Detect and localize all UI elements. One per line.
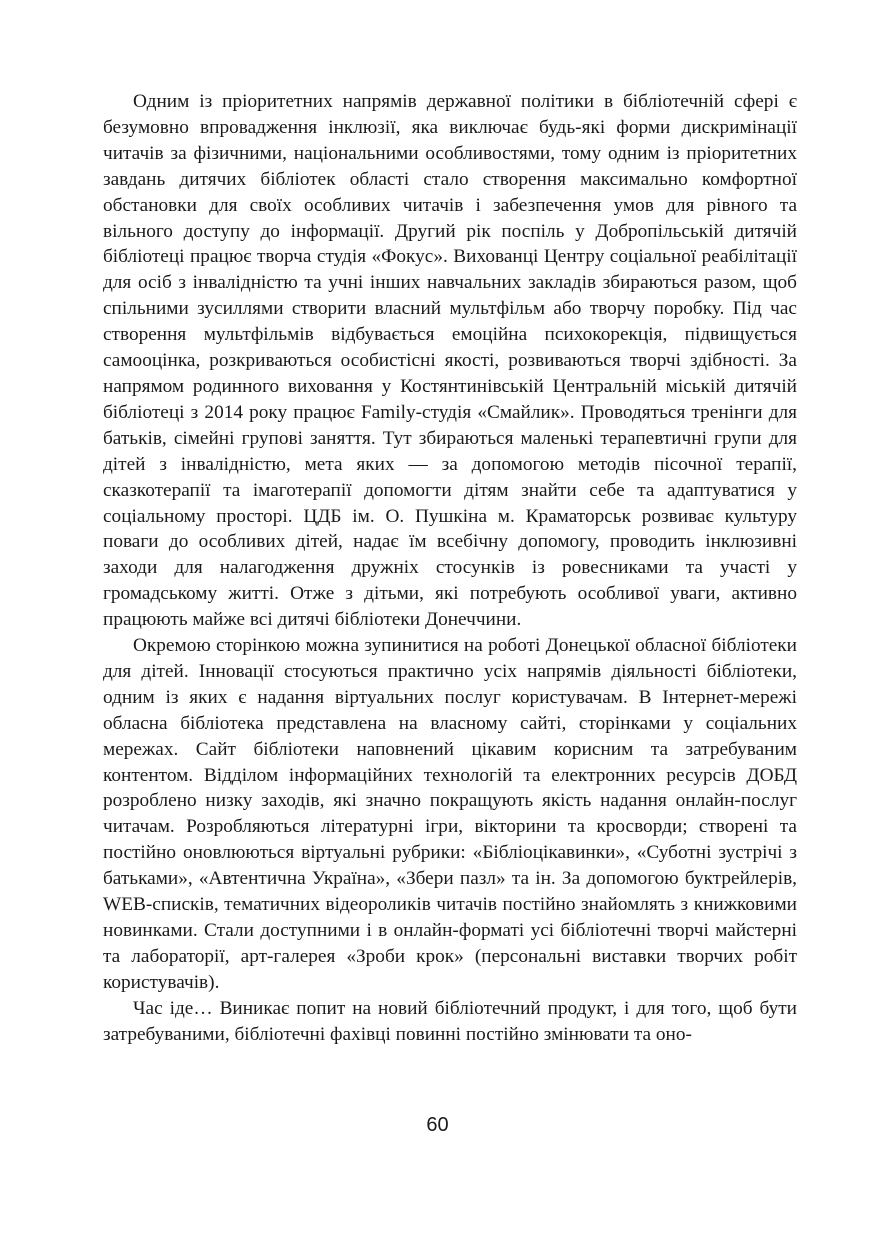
body-text: [103, 89, 797, 1048]
paragraph-inclusion: Одним із пріоритетних напрямів державної політики в бібліотечній сфері є безумовно впровадження інклюзії, яка виключає будь-які форми дискримінації читачів за фізичними, національними особливостями, тому одним із пріоритетних завдань дитячих бібліотек області стало створення максимально комфортної обстановки для своїх особливих читачів і забезпечення умов для рівного та вільного доступу до інформації. Другий рік поспіль у Добропільській дитячій бібліотеці працює творча студія «Фокус». Вихованці Центру соціальної реабілітації для осіб з інвалідністю та учні інших навчальних закладів збираються разом, щоб спільними зусиллями створити власний мультфільм або творчу поробку. Під час створення мультфільмів відбувається емоційна психокорекція, підвищується самооцінка, розкриваються особистісні якості, розвиваються творчі здібності. За напрямом родинного виховання у Костянтинівській Центральній міській дитячій бібліотеці з 2014 року працює Family-студія «Смайлик». Проводяться тренінги для батьків, сімейні групові заняття. Тут збираються маленькі терапевтичні групи для дітей з інвалідністю, мета яких — за допомогою методів пісочної терапії, сказкотерапії та імаготерапії допомогти дітям знайти себе та адаптуватися у соціальному просторі. ЦДБ ім. О. Пушкіна м. Краматорськ розвиває культуру поваги до особливих дітей, надає їм всебічну допомогу, проводить інклюзивні заходи для налагодження дружніх стосунків із ровесниками та участі у громадському житті. Отже з дітьми, які потребують особливої уваги, активно працюють майже всі дитячі бібліотеки Донеччини.: [103, 91, 797, 631]
paragraph-time-goes: Час іде… Виникає попит на новий бібліотечний продукт, і для того, щоб бути затребуваними, бібліотечні фахівці повинні постійно змінювати та оно-: [103, 997, 797, 1045]
page-number: 60: [426, 1114, 449, 1136]
paragraph-regional-library: Окремою сторінкою можна зупинитися на роботі Донецької обласної бібліотеки для дітей. Інновації стосуються практично усіх напрямів діяльності бібліотеки, одним із яких є надання віртуальних послуг користувачам. В Інтернет-мережі обласна бібліотека представлена на власному сайті, сторінками у соціальних мережах. Сайт бібліотеки наповнений цікавим корисним та затребуваним контентом. Відділом інформаційних технологій та електронних ресурсів ДОБД розроблено низку заходів, які значно покращують якість надання онлайн-послуг читачам. Розробляються літературні ігри, вікторини та кросворди; створені та постійно оновлюються віртуальні рубрики: «Бібліоцікавинки», «Суботні зустрічі з батьками», «Автентична Україна», «Збери пазл» та ін. За допомогою буктрейлерів, WEB-списків, тематичних відеороликів читачів постійно знайомлять з книжковими новинками. Стали доступними і в онлайн-форматі усі бібліотечні творчі майстерні та лабораторії, арт-галерея «Зроби крок» (персональні виставки творчих робіт користувачів).: [103, 635, 797, 993]
